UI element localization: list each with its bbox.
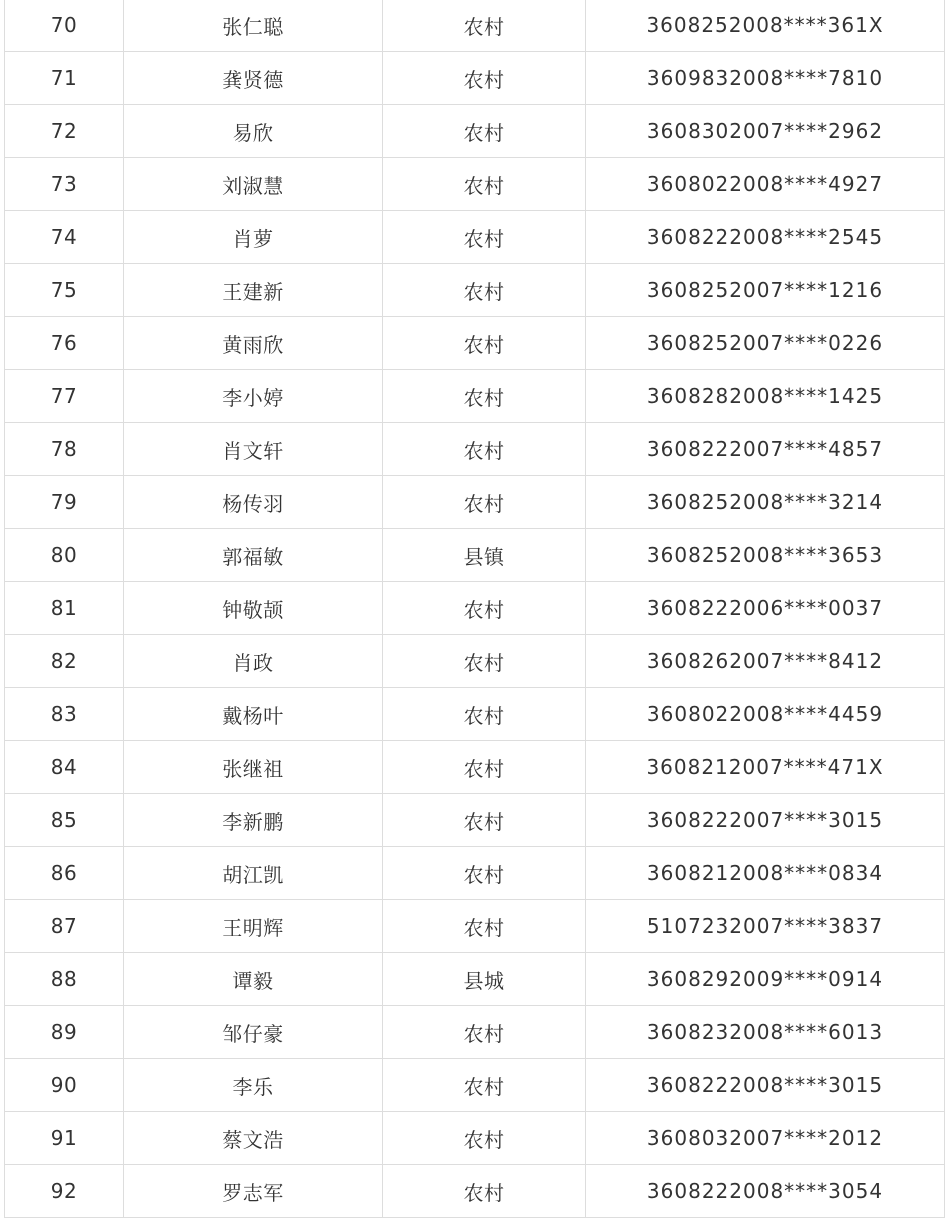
id-number-cell: 3608022008****4459: [586, 688, 945, 741]
household-type-cell: 农村: [383, 264, 586, 317]
table-row: [5, 52, 945, 105]
id-number-cell: 3609832008****7810: [586, 52, 945, 105]
student-name-cell: 王明辉: [124, 900, 383, 953]
id-number-cell: 3608222008****3054: [586, 1165, 945, 1218]
household-type-cell: 农村: [383, 847, 586, 900]
row-number-cell: 89: [5, 1006, 124, 1059]
row-number-cell: 70: [5, 0, 124, 52]
id-number-cell: 3608252008****3653: [586, 529, 945, 582]
student-name-cell: 蔡文浩: [124, 1112, 383, 1165]
id-number-cell: 3608222008****3015: [586, 1059, 945, 1112]
student-name-cell: 谭毅: [124, 953, 383, 1006]
row-number-cell: 81: [5, 582, 124, 635]
student-name-cell: 李乐: [124, 1059, 383, 1112]
row-number-cell: 79: [5, 476, 124, 529]
table-row: [5, 1059, 945, 1112]
row-number-cell: 80: [5, 529, 124, 582]
household-type-cell: 农村: [383, 1006, 586, 1059]
id-number-cell: 3608222008****2545: [586, 211, 945, 264]
student-name-cell: 刘淑慧: [124, 158, 383, 211]
row-number-cell: 90: [5, 1059, 124, 1112]
household-type-cell: 农村: [383, 158, 586, 211]
student-name-cell: 郭福敏: [124, 529, 383, 582]
student-name-cell: 钟敬颉: [124, 582, 383, 635]
table-row: [5, 317, 945, 370]
household-type-cell: 农村: [383, 688, 586, 741]
household-type-cell: 农村: [383, 423, 586, 476]
row-number-cell: 73: [5, 158, 124, 211]
table-row: [5, 1112, 945, 1165]
student-name-cell: 易欣: [124, 105, 383, 158]
student-name-cell: 龚贤德: [124, 52, 383, 105]
row-number-cell: 74: [5, 211, 124, 264]
row-number-cell: 76: [5, 317, 124, 370]
student-name-cell: 张仁聪: [124, 0, 383, 52]
student-name-cell: 李小婷: [124, 370, 383, 423]
row-number-cell: 87: [5, 900, 124, 953]
table-row: [5, 529, 945, 582]
row-number-cell: 82: [5, 635, 124, 688]
table-row: [5, 370, 945, 423]
id-number-cell: 3608222007****4857: [586, 423, 945, 476]
id-number-cell: 3608282008****1425: [586, 370, 945, 423]
row-number-cell: 72: [5, 105, 124, 158]
student-name-cell: 王建新: [124, 264, 383, 317]
id-number-cell: 3608252008****361X: [586, 0, 945, 52]
household-type-cell: 农村: [383, 1165, 586, 1218]
student-name-cell: 罗志军: [124, 1165, 383, 1218]
id-number-cell: 3608252007****1216: [586, 264, 945, 317]
table-row: [5, 1165, 945, 1218]
id-number-cell: 3608032007****2012: [586, 1112, 945, 1165]
table-row: [5, 688, 945, 741]
household-type-cell: 农村: [383, 1112, 586, 1165]
household-type-cell: 农村: [383, 794, 586, 847]
row-number-cell: 92: [5, 1165, 124, 1218]
id-number-cell: 3608222006****0037: [586, 582, 945, 635]
id-number-cell: 3608212008****0834: [586, 847, 945, 900]
row-number-cell: 86: [5, 847, 124, 900]
household-type-cell: 农村: [383, 476, 586, 529]
row-number-cell: 91: [5, 1112, 124, 1165]
household-type-cell: 农村: [383, 635, 586, 688]
id-number-cell: 3608252008****3214: [586, 476, 945, 529]
id-number-cell: 3608222007****3015: [586, 794, 945, 847]
row-number-cell: 71: [5, 52, 124, 105]
table-row: [5, 847, 945, 900]
table-body: [5, 0, 945, 1218]
student-name-cell: 张继祖: [124, 741, 383, 794]
student-name-cell: 李新鹏: [124, 794, 383, 847]
table-row: [5, 476, 945, 529]
household-type-cell: 农村: [383, 52, 586, 105]
student-list-table: [4, 0, 945, 1218]
row-number-cell: 75: [5, 264, 124, 317]
row-number-cell: 85: [5, 794, 124, 847]
household-type-cell: 农村: [383, 317, 586, 370]
id-number-cell: 3608292009****0914: [586, 953, 945, 1006]
row-number-cell: 77: [5, 370, 124, 423]
table-row: [5, 158, 945, 211]
household-type-cell: 农村: [383, 741, 586, 794]
row-number-cell: 88: [5, 953, 124, 1006]
id-number-cell: 3608302007****2962: [586, 105, 945, 158]
student-name-cell: 肖政: [124, 635, 383, 688]
row-number-cell: 83: [5, 688, 124, 741]
table-row: [5, 105, 945, 158]
table-row: [5, 264, 945, 317]
table-row: [5, 953, 945, 1006]
table-row: [5, 900, 945, 953]
student-name-cell: 胡江凯: [124, 847, 383, 900]
household-type-cell: 农村: [383, 0, 586, 52]
student-name-cell: 杨传羽: [124, 476, 383, 529]
id-number-cell: 3608212007****471X: [586, 741, 945, 794]
table-row: [5, 741, 945, 794]
row-number-cell: 78: [5, 423, 124, 476]
id-number-cell: 5107232007****3837: [586, 900, 945, 953]
id-number-cell: 3608262007****8412: [586, 635, 945, 688]
table-row: [5, 0, 945, 52]
student-name-cell: 肖文轩: [124, 423, 383, 476]
student-name-cell: 肖萝: [124, 211, 383, 264]
household-type-cell: 农村: [383, 105, 586, 158]
table-row: [5, 211, 945, 264]
household-type-cell: 县城: [383, 953, 586, 1006]
id-number-cell: 3608252007****0226: [586, 317, 945, 370]
student-name-cell: 戴杨叶: [124, 688, 383, 741]
household-type-cell: 农村: [383, 1059, 586, 1112]
row-number-cell: 84: [5, 741, 124, 794]
student-name-cell: 黄雨欣: [124, 317, 383, 370]
table-row: [5, 794, 945, 847]
student-name-cell: 邹仔豪: [124, 1006, 383, 1059]
table-row: [5, 582, 945, 635]
household-type-cell: 农村: [383, 211, 586, 264]
household-type-cell: 农村: [383, 900, 586, 953]
id-number-cell: 3608232008****6013: [586, 1006, 945, 1059]
id-number-cell: 3608022008****4927: [586, 158, 945, 211]
table-row: [5, 635, 945, 688]
household-type-cell: 农村: [383, 582, 586, 635]
household-type-cell: 县镇: [383, 529, 586, 582]
household-type-cell: 农村: [383, 370, 586, 423]
table-row: [5, 423, 945, 476]
table-row: [5, 1006, 945, 1059]
